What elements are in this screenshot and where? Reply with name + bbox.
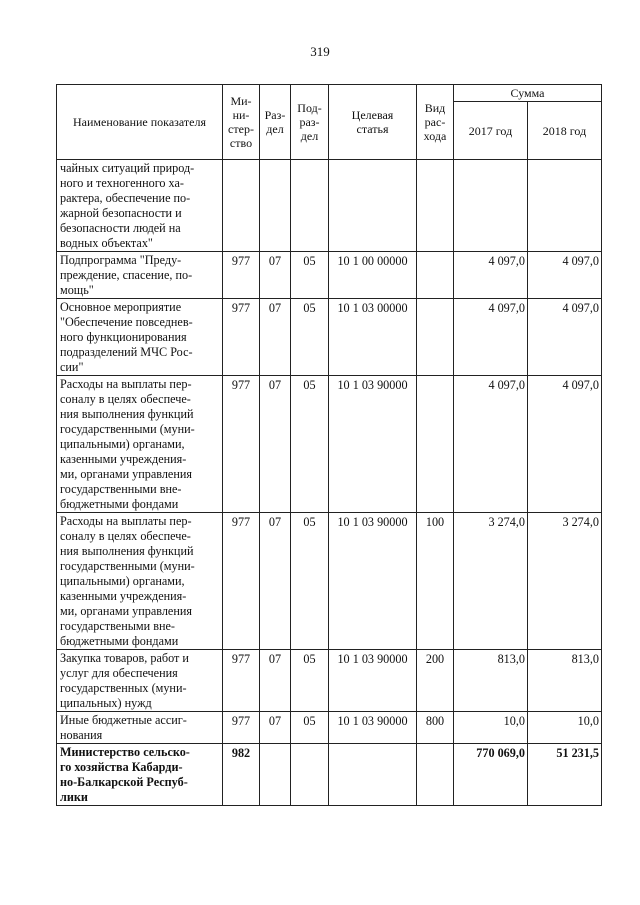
row-expense-type: 100 (417, 513, 454, 650)
row-sum-2017: 3 274,0 (454, 513, 528, 650)
row-subsection: 05 (291, 252, 329, 299)
table-row (57, 252, 602, 299)
row-subsection (291, 744, 329, 806)
row-expense-type: 200 (417, 650, 454, 712)
table-row (57, 513, 602, 650)
row-sum-2018: 813,0 (528, 650, 602, 712)
row-expense-type: 800 (417, 712, 454, 744)
table-row (57, 160, 602, 252)
row-sum-2018: 3 274,0 (528, 513, 602, 650)
row-target: 10 1 03 90000 (329, 650, 417, 712)
row-subsection: 05 (291, 712, 329, 744)
row-subsection (291, 160, 329, 252)
row-section: 07 (260, 712, 291, 744)
row-sum-2017: 4 097,0 (454, 376, 528, 513)
row-target: 10 1 00 00000 (329, 252, 417, 299)
row-target (329, 160, 417, 252)
row-sum-2017: 10,0 (454, 712, 528, 744)
budget-table (56, 84, 602, 806)
header-sum: Сумма (454, 85, 602, 102)
header-expense-type: Вид рас- хода (417, 85, 454, 160)
row-section (260, 744, 291, 806)
row-name: Расходы на выплаты пер- соналу в целях обеспече- ния выполнения функций государственными (муни- ципальными) органами, казенными учреждения- ми, органами управления государственными вне- бюджетными фондами (57, 376, 223, 513)
table-row (57, 299, 602, 376)
row-ministry: 982 (223, 744, 260, 806)
row-ministry: 977 (223, 376, 260, 513)
row-ministry (223, 160, 260, 252)
table-header (57, 85, 602, 160)
row-subsection: 05 (291, 513, 329, 650)
row-target: 10 1 03 90000 (329, 712, 417, 744)
row-subsection: 05 (291, 299, 329, 376)
row-expense-type (417, 160, 454, 252)
row-sum-2018 (528, 160, 602, 252)
row-ministry: 977 (223, 650, 260, 712)
row-sum-2018: 4 097,0 (528, 299, 602, 376)
row-ministry: 977 (223, 299, 260, 376)
row-name: Иные бюджетные ассиг- нования (57, 712, 223, 744)
row-name: Расходы на выплаты пер- соналу в целях обеспече- ния выполнения функций государственными (муни- ципальными) органами, казенными учреждения- ми, органами управления государствеными вне- бюджетными фондами (57, 513, 223, 650)
row-subsection: 05 (291, 650, 329, 712)
table-row (57, 650, 602, 712)
row-sum-2017: 4 097,0 (454, 299, 528, 376)
row-name: Закупка товаров, работ и услуг для обеспечения государственных (муни- ципальных) нужд (57, 650, 223, 712)
row-expense-type (417, 376, 454, 513)
row-sum-2017: 813,0 (454, 650, 528, 712)
row-target: 10 1 03 90000 (329, 513, 417, 650)
row-sum-2017 (454, 160, 528, 252)
row-section: 07 (260, 513, 291, 650)
header-section: Раз- дел (260, 85, 291, 160)
header-year-2017: 2017 год (454, 102, 528, 160)
row-expense-type (417, 299, 454, 376)
row-subsection: 05 (291, 376, 329, 513)
row-expense-type (417, 744, 454, 806)
row-section: 07 (260, 376, 291, 513)
row-name: чайных ситуаций природ- ного и техногенного ха- рактера, обеспечение по- жарной безопасности и безопасности людей на водных объектах" (57, 160, 223, 252)
header-subsection: Под- раз- дел (291, 85, 329, 160)
header-name: Наименование показателя (57, 85, 223, 160)
row-ministry: 977 (223, 252, 260, 299)
row-target: 10 1 03 00000 (329, 299, 417, 376)
row-sum-2017: 4 097,0 (454, 252, 528, 299)
table-row (57, 376, 602, 513)
row-section: 07 (260, 252, 291, 299)
row-name: Министерство сельско- го хозяйства Кабарди- но-Балкарской Респуб- лики (57, 744, 223, 806)
row-section (260, 160, 291, 252)
row-name: Основное мероприятие "Обеспечение повседнев- ного функционирования подразделений МЧС Рос- сии" (57, 299, 223, 376)
row-sum-2018: 4 097,0 (528, 376, 602, 513)
row-target (329, 744, 417, 806)
row-sum-2018: 10,0 (528, 712, 602, 744)
table-row (57, 744, 602, 806)
row-sum-2017: 770 069,0 (454, 744, 528, 806)
row-target: 10 1 03 90000 (329, 376, 417, 513)
row-section: 07 (260, 650, 291, 712)
row-name: Подпрограмма "Преду- преждение, спасение, по- мощь" (57, 252, 223, 299)
header-ministry: Ми- ни- стер- ство (223, 85, 260, 160)
table-row (57, 712, 602, 744)
page-number: 319 (310, 44, 330, 59)
row-expense-type (417, 252, 454, 299)
row-ministry: 977 (223, 513, 260, 650)
row-sum-2018: 4 097,0 (528, 252, 602, 299)
row-ministry: 977 (223, 712, 260, 744)
header-year-2018: 2018 год (528, 102, 602, 160)
row-sum-2018: 51 231,5 (528, 744, 602, 806)
header-target: Целевая статья (329, 85, 417, 160)
row-section: 07 (260, 299, 291, 376)
table-body (57, 160, 602, 806)
